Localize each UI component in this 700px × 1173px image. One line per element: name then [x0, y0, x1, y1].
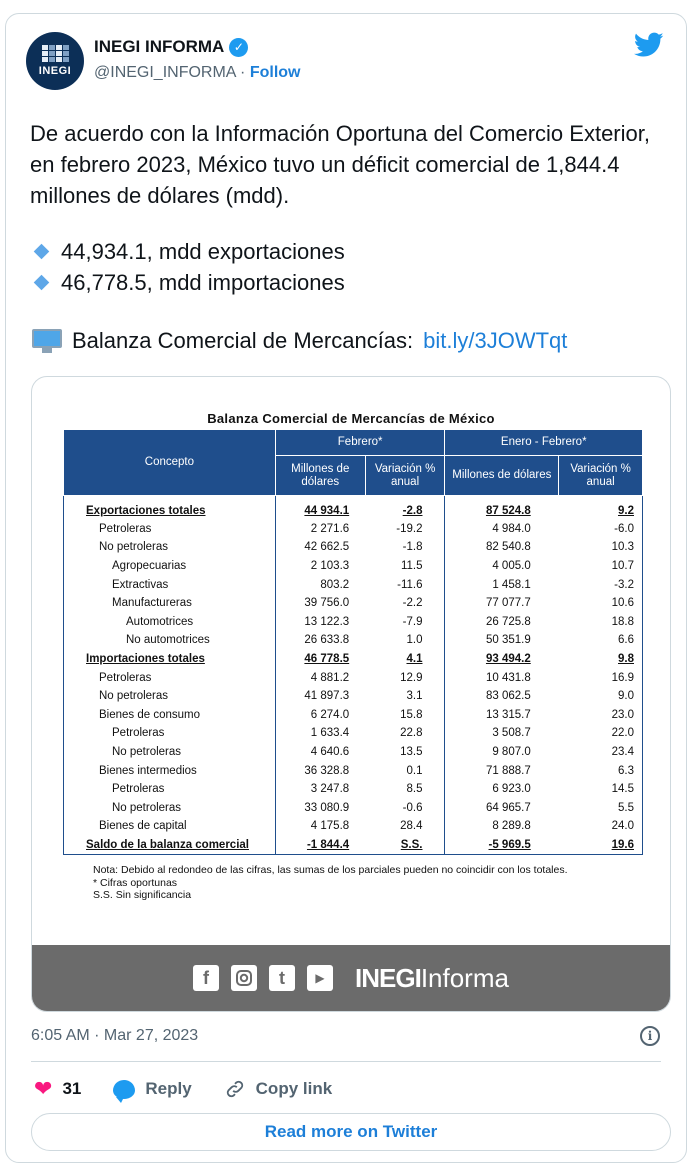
- cell-value: -5 969.5: [488, 838, 531, 851]
- cell-value: 0.1: [365, 761, 445, 780]
- header-variacion-1: Variación % anual: [365, 456, 445, 496]
- row-label: Manufactureras: [64, 594, 276, 613]
- cell-value: 87 524.8: [485, 504, 531, 517]
- copy-link-label: Copy link: [255, 1079, 333, 1098]
- tweet-image[interactable]: [31, 376, 671, 1012]
- cell-value: 1 458.1: [492, 578, 531, 591]
- cell-value: 23.4: [559, 743, 643, 762]
- twitter-logo-icon[interactable]: [634, 32, 664, 58]
- cell-value: 50 351.9: [485, 634, 531, 647]
- cell-value: 82 540.8: [485, 541, 531, 554]
- cell-value: 4 175.8: [310, 820, 350, 833]
- cell-value: 33 080.9: [304, 801, 350, 814]
- youtube-icon: ▶: [307, 965, 333, 991]
- cell-value: 4.1: [406, 652, 423, 665]
- table-row: [64, 496, 643, 520]
- row-label: No petroleras: [64, 798, 276, 817]
- row-label: Bienes de consumo: [64, 705, 276, 724]
- cell-value: 6.3: [559, 761, 643, 780]
- cell-value: 93 494.2: [485, 652, 531, 665]
- image-footer-banner: [32, 945, 670, 1011]
- tweet-bullets: [36, 236, 345, 298]
- table-row: [64, 594, 643, 613]
- read-more-button[interactable]: Read more on Twitter: [31, 1113, 671, 1151]
- reply-bubble-icon: [113, 1080, 135, 1099]
- cell-value: 36 328.8: [304, 764, 350, 777]
- verified-badge-icon: ✓: [229, 38, 248, 57]
- short-link[interactable]: bit.ly/3JOWTqt: [423, 328, 568, 353]
- header-febrero: Febrero*: [275, 430, 445, 456]
- table-row: [64, 650, 643, 669]
- header-millones-1: Millones de dólares: [275, 456, 365, 496]
- row-label: Petroleras: [64, 668, 276, 687]
- row-label: Importaciones totales: [86, 652, 205, 665]
- cell-value: 46 778.5: [304, 652, 350, 665]
- header-millones-2: Millones de dólares: [445, 456, 559, 496]
- cell-value: 15.8: [365, 705, 445, 724]
- cell-value: 6.6: [559, 631, 643, 650]
- info-icon[interactable]: i: [640, 1026, 660, 1046]
- cell-value: S.S.: [400, 838, 423, 851]
- cell-value: -1 844.4: [306, 838, 350, 851]
- cell-value: 22.0: [559, 724, 643, 743]
- table-row: [64, 817, 643, 836]
- row-label: Bienes de capital: [64, 817, 276, 836]
- row-label: Petroleras: [64, 780, 276, 799]
- cell-value: -11.6: [365, 575, 445, 594]
- cell-value: 3 508.7: [492, 727, 531, 740]
- cell-value: 14.5: [559, 780, 643, 799]
- cell-value: 44 934.1: [304, 504, 350, 517]
- cell-value: 4 881.2: [310, 671, 350, 684]
- table-row: [64, 761, 643, 780]
- row-label: Exportaciones totales: [86, 504, 206, 517]
- table-row: [64, 780, 643, 799]
- cell-value: 26 725.8: [485, 615, 531, 628]
- row-label: No automotrices: [64, 631, 276, 650]
- cell-value: -3.2: [559, 575, 643, 594]
- cell-value: -7.9: [365, 612, 445, 631]
- like-count: 31: [62, 1079, 82, 1098]
- facebook-icon: f: [193, 965, 219, 991]
- cell-value: 28.4: [365, 817, 445, 836]
- cell-value: -19.2: [365, 520, 445, 539]
- account-handle: [94, 64, 300, 82]
- bullet-item: [36, 236, 345, 267]
- account-name-text: INEGI INFORMA: [94, 37, 225, 56]
- row-label: No petroleras: [64, 538, 276, 557]
- footer-brand-light: Informa: [420, 962, 509, 993]
- table-row: [64, 724, 643, 743]
- note-rounding: Nota: Debido al redondeo de las cifras, las sumas de los parciales pueden no coincidir con los totales.: [93, 864, 568, 876]
- reply-label: Reply: [145, 1079, 192, 1098]
- cell-value: -2.2: [365, 594, 445, 613]
- cell-value: 42 662.5: [304, 541, 350, 554]
- tweet-text: De acuerdo con la Información Oportuna del Comercio Exterior, en febrero 2023, México tuvo un déficit comercial de 1,844.4 millones de dólares (mdd).: [30, 121, 650, 208]
- bullet-text: 44,934.1, mdd exportaciones: [61, 239, 345, 264]
- cell-value: 9.8: [618, 652, 634, 665]
- cell-value: 12.9: [365, 668, 445, 687]
- table-row: [64, 743, 643, 762]
- table-row: [64, 836, 643, 855]
- cell-value: 2 271.6: [310, 522, 350, 535]
- handle-text[interactable]: @INEGI_INFORMA: [94, 64, 236, 81]
- table-body: [64, 496, 643, 855]
- cell-value: 5.5: [559, 798, 643, 817]
- divider: [31, 1061, 661, 1062]
- cell-value: 83 062.5: [485, 690, 531, 703]
- table-notes: [93, 864, 568, 902]
- cell-value: -1.8: [365, 538, 445, 557]
- row-label: Saldo de la balanza comercial: [86, 838, 249, 851]
- cell-value: 6 274.0: [310, 708, 350, 721]
- table-row: [64, 520, 643, 539]
- like-button[interactable]: [34, 1076, 81, 1102]
- cell-value: 1 633.4: [310, 727, 350, 740]
- cell-value: 19.6: [611, 838, 634, 851]
- cell-value: -0.6: [365, 798, 445, 817]
- row-label: Bienes intermedios: [64, 761, 276, 780]
- cell-value: 26 633.8: [304, 634, 350, 647]
- row-label: No petroleras: [64, 687, 276, 706]
- avatar-label: INEGI: [38, 65, 72, 77]
- cell-value: 71 888.7: [485, 764, 531, 777]
- cell-value: 13.5: [365, 743, 445, 762]
- cell-value: 4 005.0: [492, 559, 531, 572]
- twitter-icon: t: [269, 965, 295, 991]
- table-row: [64, 575, 643, 594]
- cell-value: 8.5: [365, 780, 445, 799]
- cell-value: 9.0: [559, 687, 643, 706]
- cell-value: 39 756.0: [304, 597, 350, 610]
- diamond-icon: [34, 244, 50, 260]
- footer-brand: [355, 963, 509, 994]
- cell-value: 9 807.0: [492, 745, 531, 758]
- cell-value: 9.2: [618, 504, 634, 517]
- logo-icon: [42, 45, 69, 62]
- cell-value: 3.1: [365, 687, 445, 706]
- row-label: Automotrices: [64, 612, 276, 631]
- row-label: Petroleras: [64, 520, 276, 539]
- cell-value: 13 315.7: [485, 708, 531, 721]
- cell-value: 24.0: [559, 817, 643, 836]
- row-label: Petroleras: [64, 724, 276, 743]
- cell-value: 4 984.0: [492, 522, 531, 535]
- avatar[interactable]: [26, 32, 84, 90]
- cell-value: 11.5: [365, 557, 445, 576]
- tweet-actions: [34, 1076, 364, 1102]
- table-row: [64, 612, 643, 631]
- instagram-icon: [231, 965, 257, 991]
- cell-value: -6.0: [559, 520, 643, 539]
- cell-value: 77 077.7: [485, 597, 531, 610]
- cell-value: 803.2: [320, 578, 350, 591]
- cell-value: 8 289.8: [492, 820, 531, 833]
- cell-value: 1.0: [365, 631, 445, 650]
- reply-button[interactable]: [113, 1079, 191, 1099]
- tweet-timestamp[interactable]: 6:05 AM · Mar 27, 2023: [31, 1027, 199, 1044]
- table-title: Balanza Comercial de Mercancías de México: [207, 411, 495, 426]
- cell-value: 6 923.0: [492, 783, 531, 796]
- handle-separator: ·: [240, 64, 246, 81]
- cell-value: 23.0: [559, 705, 643, 724]
- cell-value: 2 103.3: [310, 559, 350, 572]
- header-enero-febrero: Enero - Febrero*: [445, 430, 643, 456]
- table-row: [64, 798, 643, 817]
- cell-value: 3 247.8: [310, 783, 350, 796]
- cell-value: 22.8: [365, 724, 445, 743]
- monitor-icon: [32, 329, 62, 353]
- heart-icon: ❤: [34, 1076, 53, 1101]
- cell-value: 41 897.3: [304, 690, 350, 703]
- bullet-item: [36, 267, 345, 298]
- cell-value: 4 640.6: [310, 745, 350, 758]
- link-prefix: Balanza Comercial de Mercancías:: [72, 328, 414, 353]
- tweet-link-line: [32, 328, 567, 354]
- follow-button[interactable]: Follow: [249, 64, 301, 81]
- table-row: [64, 705, 643, 724]
- cell-value: 64 965.7: [485, 801, 531, 814]
- row-label: Agropecuarias: [64, 557, 276, 576]
- note-ss: S.S. Sin significancia: [93, 889, 192, 901]
- account-name[interactable]: [94, 37, 248, 57]
- diamond-icon: [34, 275, 50, 291]
- footer-brand-bold: INEGI: [355, 962, 421, 993]
- row-label: Extractivas: [64, 575, 276, 594]
- table-row: [64, 538, 643, 557]
- cell-value: 18.8: [559, 612, 643, 631]
- table-row: [64, 557, 643, 576]
- link-icon: [224, 1078, 246, 1100]
- cell-value: 10.3: [559, 538, 643, 557]
- table-row: [64, 631, 643, 650]
- copy-link-button[interactable]: [224, 1078, 333, 1100]
- header-variacion-2: Variación % anual: [559, 456, 643, 496]
- cell-value: 13 122.3: [304, 615, 350, 628]
- trade-balance-table: [63, 429, 643, 855]
- table-row: [64, 668, 643, 687]
- cell-value: -2.8: [402, 504, 423, 517]
- cell-value: 10.7: [559, 557, 643, 576]
- header-concepto: Concepto: [64, 430, 276, 496]
- note-cifras: * Cifras oportunas: [93, 876, 178, 889]
- cell-value: 16.9: [559, 668, 643, 687]
- bullet-text: 46,778.5, mdd importaciones: [61, 270, 345, 295]
- cell-value: 10 431.8: [485, 671, 531, 684]
- row-label: No petroleras: [64, 743, 276, 762]
- cell-value: 10.6: [559, 594, 643, 613]
- table-row: [64, 687, 643, 706]
- tweet-card: [5, 13, 687, 1163]
